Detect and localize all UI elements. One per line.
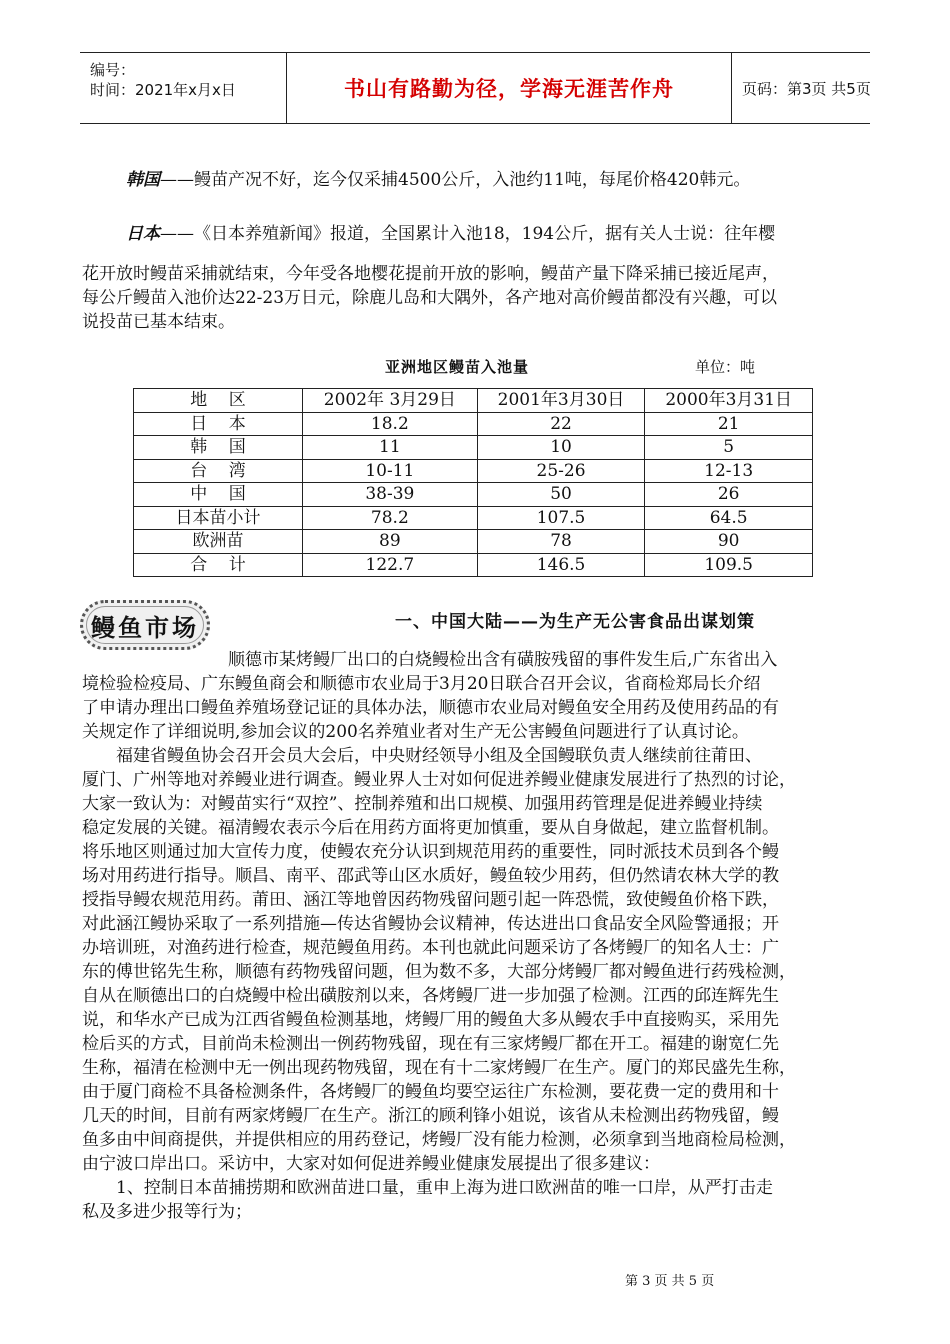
body-line: 境检验检疫局、广东鳗鱼商会和顺德市农业局于3月20日联合召开会议，省商检郑局长介绍 (82, 674, 761, 694)
table-cell: 109.5 (645, 553, 813, 577)
table-unit: 单位：吨 (695, 358, 756, 376)
table-cell: 90 (645, 530, 813, 554)
korea-text: ——鳗苗产况不好，迄今仅采捕4500公斤，入池约11吨，每尾价格420韩元。 (160, 170, 751, 190)
body-line: 授指导鳗农规范用药。莆田、涵江等地曾因药物残留问题引起一阵恐慌，致使鳗鱼价格下跌， (82, 890, 779, 910)
body-line: 场对用药进行指导。顺昌、南平、邵武等山区水质好，鳗鱼较少用药，但仍然请农林大学的教 (82, 866, 779, 886)
table-cell: 台 湾 (134, 459, 303, 483)
japan-line: 每公斤鳗苗入池价达22-23万日元，除鹿儿岛和大隅外，各产地对高价鳗苗都没有兴趣，可以 (82, 288, 778, 308)
table-header-cell: 2001年3月30日 (477, 389, 645, 413)
table-cell: 合 计 (134, 553, 303, 577)
body-line: 生称，福清在检测中无一例出现药物残留，现在有十二家烤鳗厂在生产。厦门的郑民盛先生称， (82, 1058, 796, 1078)
body-line: 大家一致认为：对鳗苗实行“双控”、控制养殖和出口规模、加强用药管理是促进养鳗业持续 (82, 794, 763, 814)
table-row (134, 436, 813, 460)
body-line: 了申请办理出口鳗鱼养殖场登记证的具体办法，顺德市农业局对鳗鱼安全用药及使用药品的有 (82, 698, 779, 718)
table-cell: 5 (645, 436, 813, 460)
korea-label: 韩国 (126, 170, 160, 190)
table-cell: 日 本 (134, 412, 303, 436)
body-line: 厦门、广州等地对养鳗业进行调查。鳗业界人士对如何促进养鳗业健康发展进行了热烈的讨论， (82, 770, 796, 790)
body-line: 鱼多由中间商提供，并提供相应的用药登记，烤鳗厂没有能力检测，必须拿到当地商检局检测， (82, 1130, 796, 1150)
table-cell: 10 (477, 436, 645, 460)
table-cell: 89 (303, 530, 478, 554)
table-cell: 25-26 (477, 459, 645, 483)
body-line: 自从在顺德出口的白烧鳗中检出磺胺剂以来，各烤鳗厂进一步加强了检测。江西的邱连辉先生 (82, 986, 779, 1006)
table-cell: 122.7 (303, 553, 478, 577)
table-cell: 10-11 (303, 459, 478, 483)
japan-paragraph (82, 222, 872, 246)
japan-text: ——《日本养殖新闻》报道，全国累计入池18，194公斤，据有关人士说：往年樱 (160, 224, 776, 244)
table-header-row (134, 389, 813, 413)
header-meta (80, 53, 286, 123)
table-cell: 50 (477, 483, 645, 507)
page-header (80, 52, 870, 124)
japan-label: 日本 (126, 224, 160, 244)
body-line: 说，和华水产已成为江西省鳗鱼检测基地，烤鳗厂用的鳗鱼大多从鳗农手中直接购买，采用先 (82, 1010, 779, 1030)
table-row (134, 483, 813, 507)
eel-fry-table (133, 388, 813, 577)
table-cell: 中 国 (134, 483, 303, 507)
body-line: 稳定发展的关键。福清鳗农表示今后在用药方面将更加慎重，要从自身做起，建立监督机制。 (82, 818, 779, 838)
body-line: 关规定作了详细说明,参加会议的200名养殖业者对生产无公害鳗鱼问题进行了认真讨论。 (82, 722, 749, 742)
table-row (134, 530, 813, 554)
motto: 书山有路勤为径，学海无涯苦作舟 (344, 77, 674, 101)
table-cell: 18.2 (303, 412, 478, 436)
table-cell: 韩 国 (134, 436, 303, 460)
page-footer: 第 3 页 共 5 页 (625, 1274, 715, 1289)
header-page-cell (732, 53, 880, 123)
table-title: 亚洲地区鳗苗入池量 (385, 358, 530, 376)
table-cell: 12-13 (645, 459, 813, 483)
body-line: 将乐地区则通过加大宣传力度，使鳗农充分认识到规范用药的重要性，同时派技术员到各个鳗 (82, 842, 779, 862)
eel-market-badge (80, 600, 210, 650)
table-cell: 11 (303, 436, 478, 460)
section-title: 一、中国大陆——为生产无公害食品出谋划策 (395, 612, 755, 632)
body-line: 福建省鳗鱼协会召开会员大会后，中央财经领导小组及全国鳗联负责人继续前往莆田、 (82, 746, 762, 766)
page-label: 页码：第3页 共5页 (742, 79, 871, 98)
body-line: 私及多进少报等行为； (82, 1202, 252, 1222)
body-line: 由于厦门商检不具备检测条件，各烤鳗厂的鳗鱼均要空运往广东检测，要花费一定的费用和十 (82, 1082, 779, 1102)
time-label: 时间：2021年x月x日 (90, 81, 236, 99)
number-label: 编号： (90, 61, 136, 79)
header-motto-cell (286, 53, 732, 123)
body-line: 几天的时间，目前有两家烤鳗厂在生产。浙江的顾利锋小姐说，该省从未检测出药物残留，鳗 (82, 1106, 779, 1126)
table-cell: 107.5 (477, 506, 645, 530)
table-cell: 78 (477, 530, 645, 554)
table-row (134, 553, 813, 577)
table-row (134, 459, 813, 483)
japan-line: 花开放时鳗苗采捕就结束，今年受各地樱花提前开放的影响，鳗苗产量下降采捕已接近尾声， (82, 264, 779, 284)
korea-paragraph (82, 168, 872, 192)
body-line: 1、控制日本苗捕捞期和欧洲苗进口量，重申上海为进口欧洲苗的唯一口岸，从严打击走 (82, 1178, 773, 1198)
table-cell: 21 (645, 412, 813, 436)
japan-line: 说投苗已基本结束。 (82, 312, 235, 332)
table-header-cell: 2002年 3月29日 (303, 389, 478, 413)
table-cell: 26 (645, 483, 813, 507)
badge-label: 鳗鱼市场 (86, 606, 204, 644)
table-cell: 38-39 (303, 483, 478, 507)
body-line: 顺德市某烤鳗厂出口的白烧鳗检出含有磺胺残留的事件发生后,广东省出入 (228, 650, 778, 670)
table-header-cell: 地 区 (134, 389, 303, 413)
body-line: 办培训班，对渔药进行检查，规范鳗鱼用药。本刊也就此问题采访了各烤鳗厂的知名人士：广 (82, 938, 779, 958)
table-cell: 22 (477, 412, 645, 436)
table-header-cell: 2000年3月31日 (645, 389, 813, 413)
body-line: 检后买的方式，目前尚未检测出一例药物残留，现在有三家烤鳗厂都在开工。福建的谢宽仁先 (82, 1034, 779, 1054)
table-row (134, 506, 813, 530)
table-cell: 146.5 (477, 553, 645, 577)
table-row (134, 412, 813, 436)
table-cell: 欧洲苗 (134, 530, 303, 554)
body-line: 由宁波口岸出口。采访中，大家对如何促进养鳗业健康发展提出了很多建议： (82, 1154, 660, 1174)
table-cell: 78.2 (303, 506, 478, 530)
body-line: 东的傅世铭先生称，顺德有药物残留问题，但为数不多，大部分烤鳗厂都对鳗鱼进行药残检测， (82, 962, 796, 982)
table-cell: 64.5 (645, 506, 813, 530)
table-cell: 日本苗小计 (134, 506, 303, 530)
body-line: 对此涵江鳗协采取了一系列措施—传达省鳗协会议精神，传达进出口食品安全风险警通报；开 (82, 914, 779, 934)
